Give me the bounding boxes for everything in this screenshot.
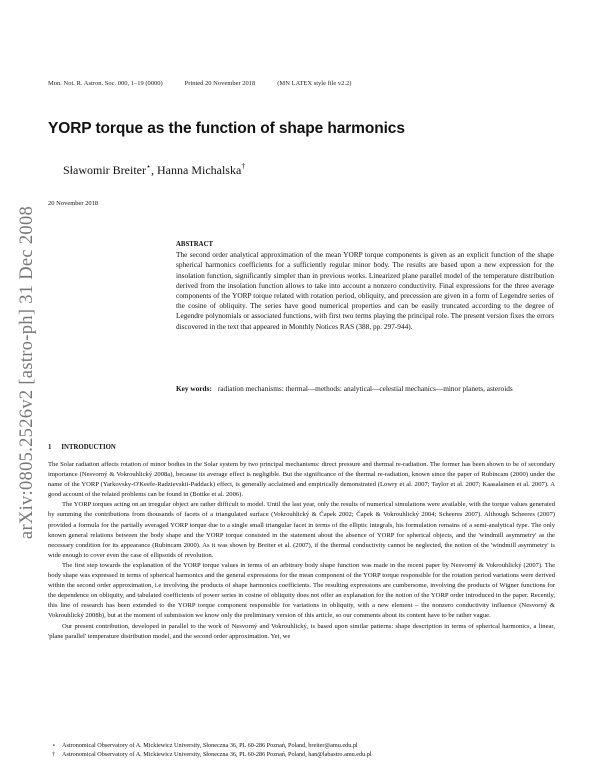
arxiv-identifier [8,188,48,556]
footnote-mark: ⋆ [145,162,151,171]
author-name: Hanna Michalska [157,163,242,177]
journal-header [48,80,351,87]
footnotes [48,741,555,759]
author-separator: , [151,163,157,177]
body-paragraph: Our present contribution, developed in parallel to the work of Nesvorný and Vokrouhlický, is based upon similar patterns: shape description in terms of spherical harmonics, a linear, 'plane parallel' temperature distribution model, and the second order approximation. Yet, we [48,622,555,640]
journal-citation: Mon. Not. R. Astron. Soc. 000, 1–19 (0000) [48,80,163,87]
arxiv-id-text: arXiv:0805.2526v2 [astro-ph] 31 Dec 2008 [17,205,38,539]
keywords-text: radiation mechanisms: thermal—methods: analytical—celestial mechanics—minor planets, asteroids [217,384,513,393]
footnote-text: Astronomical Observatory of A. Mickiewicz University, Słoneczna 36, PL 60-286 Poznań, Poland, han@labastro.amu.edu.pl [62,751,372,758]
footnote [48,741,555,750]
footnote [48,750,555,759]
author-list [63,162,245,178]
introduction-body [48,460,555,642]
body-paragraph: The Solar radiation affects rotation of minor bodies in the Solar system by two principal mechanisms: direct pressure and thermal re-radiation. The former has been shown to be of secondary importance (Nesvorný & Vokrouhlický 2008a), because its average effect is negligible. But the significance of the thermal re-radiation, known since the paper of Rubincam (2000) under the name of the YORP (Yarkovsky-O'Keefe-Radzievskii-Paddack) effect, is generally acclaimed and empirically demonstrated (Lowry et al. 2007; Taylor et al. 2007; Kaasalainen et al. 2007). A good account of the related problems can be found in (Bottke et al. 2006). [48,461,555,499]
footnote-mark: ⋆ [52,742,56,749]
footnote-text: Astronomical Observatory of A. Mickiewicz University, Słoneczna 36, PL 60-286 Poznań, Poland, breiter@amu.edu.pl [62,742,358,749]
keywords-block [176,384,546,394]
footnote-mark: † [52,751,56,758]
section-number: 1 [48,444,52,451]
footnote-mark: † [241,162,246,171]
paper-date: 20 November 2018 [48,200,99,207]
paper-title: YORP torque as the function of shape harmonics [48,120,405,137]
section-heading [48,444,116,451]
keywords-label: Key words: [176,384,212,393]
printed-date: Printed 20 November 2018 [184,80,256,87]
body-paragraph: The first step towards the explanation of the YORP torque values in terms of an arbitrary body shape function was made in the recent paper by Nesvorný & Vokrouhlický (2007). The body shape was expressed in terms of spherical harmonics and the general expressions for the mean component of the YORP torque responsible for the rotation period variations were derived within the second order approximation, i.e involving the products of shape harmonics coefficients. The resulting expressions are cumbersome, involving the products of Wigner functions for the dependence on obliquity, and tabulated coefficients of power series in cosine of obliquity does not offer an explanation for the notion of the YORP order introduced in the paper. Recently, this line of research has been extended to the YORP torque component responsible for variations in obliquity, with a new element – the nonzero conductivity influence (Nesvorný & Vokrouhlický 2008b), but at the moment of submission we know only the preliminary version of this article, so our comments about its content have to be rather vague. [48,561,555,620]
abstract-text: The second order analytical approximation of the mean YORP torque components is given as an explicit function of the shape spherical harmonics coefficients for a sufficiently regular minor body. The results are based upon a new expression for the insolation function, significantly simpler than in previous works. Linearized plane parallel model of the temperature distribution derived from the insolation function allows to take into account a nonzero conductivity. Final expressions for the three average components of the YORP torque related with rotation period, obliquity, and precession are given in a form of Legendre series of the cosine of obliquity. The series have good numerical properties and can be easily truncated according to the degree of Legendre polynomials or associated functions, with first two terms playing the principal role. The present version fixes the errors discovered in the text that appeared in Monthly Notices RAS (388, pp. 297-944). [176,250,554,331]
abstract-heading: ABSTRACT [176,241,214,248]
style-file-note: (MN LATEX style file v2.2) [277,80,352,87]
author-name: Sławomir Breiter [63,163,146,177]
body-paragraph: The YORP torques acting on an irregular object are rather difficult to model. Until the last year, only the results of numerical simulations were available, with the torque values generated by summing the contributions from thousands of facets of a triangulated surface (Vokrouhlický & Čapek 2002; Čapek & Vokrouhlický 2004; Scheeres 2007). Although Scheeres (2007) provided a formula for the partially averaged YORP torque due to a single small triangular facet in terms of the elliptic integrals, his formulation remains of a semi-analytical type. The only known general relations between the body shape and the YORP torque consisted in the statement about the absence of YORP for spherical objects, and the 'windmill asymmetry' as the necessary condition for its appearance (Rubincam 2000). As it was shown by Breiter et al. (2007), if the thermal conductivity cannot be neglected, the notion of the 'windmill asymmetry' is wide enough to cover even the case of ellipsoids of revolution. [48,501,555,559]
section-title: INTRODUCTION [61,444,116,451]
abstract-block [176,240,554,332]
